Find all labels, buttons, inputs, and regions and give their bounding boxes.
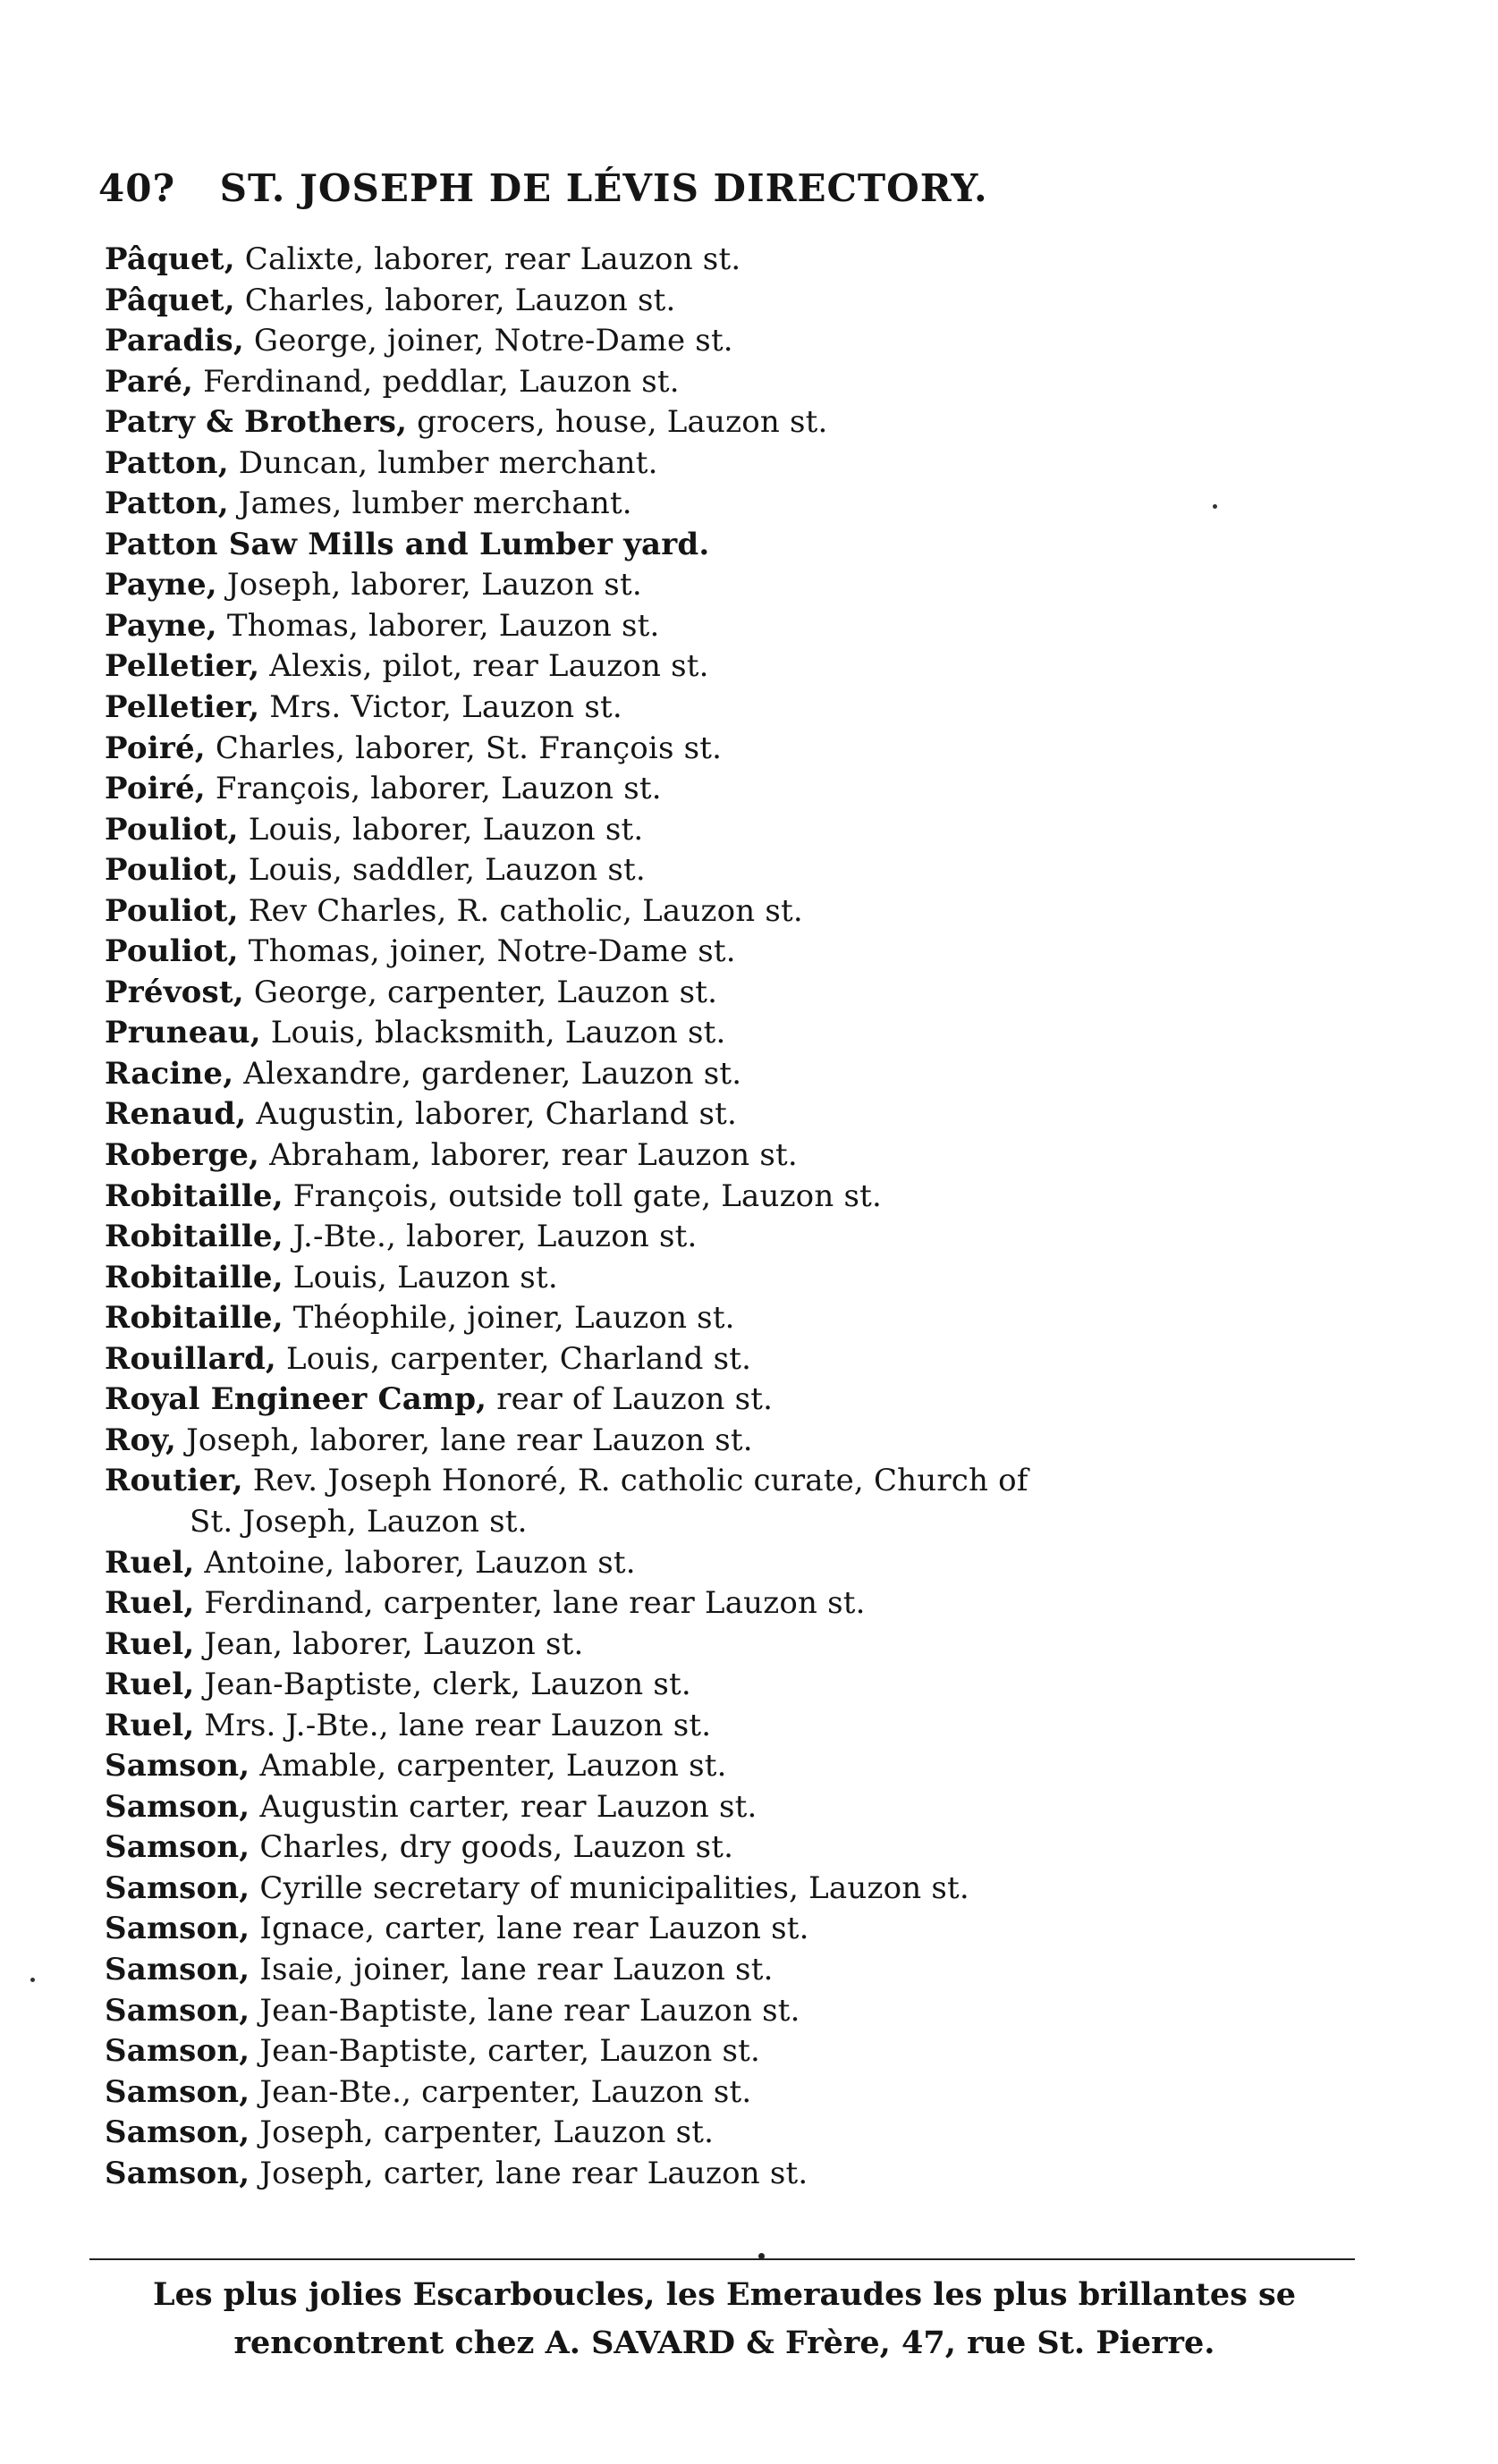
- footer-rule-dot: [758, 2253, 765, 2259]
- stray-mark: [30, 1978, 35, 1982]
- advertisement-line-1: Les plus jolies Escarboucles, les Emeraudes les plus brillantes se: [152, 2276, 1297, 2313]
- directory-entries: [105, 240, 1348, 2194]
- entry-name: Patton,: [105, 444, 229, 481]
- entry-details: Louis, carpenter, Charland st.: [275, 1340, 752, 1377]
- entry-details: Abraham, laborer, rear Lauzon st.: [259, 1137, 798, 1174]
- entry-details: Ferdinand, peddlar, Lauzon st.: [193, 363, 680, 400]
- directory-entry: [105, 688, 1348, 729]
- entry-details: Charles, dry goods, Lauzon st.: [250, 1829, 734, 1866]
- directory-entry: [105, 484, 1348, 525]
- entry-name: Samson,: [105, 2155, 250, 2191]
- entry-continuation: St. Joseph, Lauzon st.: [190, 1503, 528, 1540]
- entry-details: rear of Lauzon st.: [487, 1381, 774, 1418]
- entry-name: Robitaille,: [105, 1300, 284, 1337]
- directory-entry: [105, 2154, 1348, 2195]
- entry-details: Antoine, laborer, Lauzon st.: [194, 1544, 636, 1581]
- entry-name: Robitaille,: [105, 1177, 284, 1214]
- entry-details: Ignace, carter, lane rear Lauzon st.: [250, 1911, 809, 1947]
- entry-name: Samson,: [105, 2114, 250, 2151]
- entry-details: Joseph, carter, lane rear Lauzon st.: [250, 2155, 808, 2191]
- entry-details: Rev. Joseph Honoré, R. catholic curate, Church of: [242, 1463, 1028, 1499]
- entry-name: Patton Saw Mills and Lumber yard.: [105, 526, 710, 562]
- directory-entry: [105, 1624, 1348, 1666]
- entry-details: François, outside toll gate, Lauzon st.: [283, 1177, 882, 1214]
- directory-entry: [105, 1991, 1348, 2032]
- directory-entry: [105, 850, 1348, 891]
- directory-entry: [105, 1543, 1348, 1584]
- entry-name: Poiré,: [105, 730, 206, 766]
- entry-details: Jean-Baptiste, carter, Lauzon st.: [250, 2033, 760, 2070]
- entry-name: Pâquet,: [105, 282, 235, 318]
- directory-entry: [105, 443, 1348, 485]
- entry-details: George, carpenter, Lauzon st.: [243, 974, 718, 1010]
- entry-details: Ferdinand, carpenter, lane rear Lauzon st.: [194, 1585, 866, 1622]
- entry-name: Renaud,: [105, 1096, 247, 1133]
- entry-name: Routier,: [105, 1463, 243, 1499]
- directory-entry: [105, 2031, 1348, 2072]
- entry-name: Roy,: [105, 1422, 177, 1458]
- entry-details: George, joiner, Notre-Dame st.: [243, 323, 733, 359]
- entry-details: Amable, carpenter, Lauzon st.: [250, 1748, 727, 1785]
- entry-name: Samson,: [105, 1829, 250, 1866]
- directory-entry: [105, 1665, 1348, 1706]
- entry-name: Paradis,: [105, 323, 244, 359]
- entry-name: Samson,: [105, 1951, 250, 1987]
- entry-name: Samson,: [105, 2033, 250, 2070]
- directory-entry: [105, 1054, 1348, 1095]
- entry-name: Prévost,: [105, 974, 244, 1010]
- entry-name: Samson,: [105, 1748, 250, 1785]
- entry-name: Pouliot,: [105, 933, 239, 970]
- entry-name: Patton,: [105, 485, 229, 522]
- directory-entry: [105, 362, 1348, 403]
- directory-entry: [105, 1746, 1348, 1787]
- entry-details: Théophile, joiner, Lauzon st.: [283, 1300, 735, 1337]
- entry-name: Ruel,: [105, 1625, 195, 1662]
- entry-details: Mrs. Victor, Lauzon st.: [259, 689, 622, 726]
- directory-entry: [105, 565, 1348, 606]
- directory-entry: [105, 1339, 1348, 1380]
- directory-entry: [105, 769, 1348, 810]
- entry-details: J.-Bte., laborer, Lauzon st.: [283, 1219, 698, 1255]
- entry-details: Louis, blacksmith, Lauzon st.: [260, 1015, 726, 1051]
- entry-name: Racine,: [105, 1055, 234, 1092]
- entry-name: Pouliot,: [105, 852, 239, 889]
- directory-entry: [105, 1380, 1348, 1421]
- directory-entry: [105, 1421, 1348, 1462]
- directory-entry: [105, 1869, 1348, 1910]
- entry-details: Joseph, laborer, Lauzon st.: [216, 567, 642, 603]
- entry-name: Robitaille,: [105, 1219, 284, 1255]
- entry-name: Samson,: [105, 1788, 250, 1825]
- entry-name: Pâquet,: [105, 241, 235, 277]
- entry-details: Augustin carter, rear Lauzon st.: [250, 1788, 757, 1825]
- directory-entry: [105, 1909, 1348, 1950]
- page-header: [98, 166, 1350, 210]
- entry-details: Louis, Lauzon st.: [283, 1259, 558, 1295]
- page-title: ST. JOSEPH DE LÉVIS DIRECTORY.: [219, 166, 988, 210]
- directory-entry: [105, 1217, 1348, 1258]
- directory-entry: [105, 1583, 1348, 1624]
- entry-name: Ruel,: [105, 1707, 195, 1743]
- entry-details: Calixte, laborer, rear Lauzon st.: [234, 241, 741, 277]
- entry-name: Patry & Brothers,: [105, 404, 408, 441]
- entry-name: Payne,: [105, 607, 217, 644]
- directory-entry: [105, 1787, 1348, 1828]
- entry-name: Samson,: [105, 1869, 250, 1906]
- directory-entry: [105, 1298, 1348, 1339]
- entry-details: grocers, house, Lauzon st.: [407, 404, 828, 441]
- directory-entry: [105, 1135, 1348, 1177]
- entry-details: James, lumber merchant.: [228, 485, 632, 522]
- entry-details: Jean-Baptiste, clerk, Lauzon st.: [194, 1667, 691, 1703]
- entry-name: Ruel,: [105, 1544, 195, 1581]
- entry-name: Samson,: [105, 2073, 250, 2110]
- entry-name: Rouillard,: [105, 1340, 276, 1377]
- entry-name: Pelletier,: [105, 648, 260, 685]
- directory-entry: [105, 402, 1348, 443]
- entry-details: Joseph, laborer, lane rear Lauzon st.: [176, 1422, 753, 1458]
- directory-entry: [105, 1706, 1348, 1747]
- directory-entry: [105, 729, 1348, 770]
- entry-details: Cyrille secretary of municipalities, Lauzon st.: [250, 1869, 969, 1906]
- entry-name: Robitaille,: [105, 1259, 284, 1295]
- entry-name: Poiré,: [105, 771, 206, 807]
- entry-details: Rev Charles, R. catholic, Lauzon st.: [238, 892, 803, 929]
- entry-details: Duncan, lumber merchant.: [228, 444, 658, 481]
- directory-entry: [105, 891, 1348, 932]
- directory-entry: [105, 321, 1348, 362]
- directory-entry: [105, 240, 1348, 281]
- directory-entry: [105, 973, 1348, 1014]
- directory-entry: [105, 2113, 1348, 2154]
- page-number: 40?: [98, 166, 176, 210]
- entry-name: Royal Engineer Camp,: [105, 1381, 487, 1418]
- entry-details: Jean, laborer, Lauzon st.: [194, 1625, 584, 1662]
- directory-entry: [105, 1258, 1348, 1299]
- directory-entry: [105, 525, 1348, 566]
- entry-name: Ruel,: [105, 1667, 195, 1703]
- directory-entry: [105, 932, 1348, 973]
- entry-details: Augustin, laborer, Charland st.: [246, 1096, 738, 1133]
- directory-entry: [105, 606, 1348, 647]
- entry-details: François, laborer, Lauzon st.: [205, 771, 662, 807]
- entry-details: Thomas, laborer, Lauzon st.: [216, 607, 660, 644]
- entry-name: Payne,: [105, 567, 217, 603]
- entry-details: Alexis, pilot, rear Lauzon st.: [259, 648, 709, 685]
- entry-details: Charles, laborer, Lauzon st.: [234, 282, 676, 318]
- directory-entry: [105, 1094, 1348, 1135]
- entry-details: Isaie, joiner, lane rear Lauzon st.: [250, 1951, 774, 1987]
- directory-entry: [105, 1827, 1348, 1869]
- directory-entry: [105, 2072, 1348, 2114]
- entry-name: Samson,: [105, 1992, 250, 2029]
- entry-name: Pouliot,: [105, 811, 239, 848]
- entry-details: Mrs. J.-Bte., lane rear Lauzon st.: [194, 1707, 712, 1743]
- entry-name: Pouliot,: [105, 892, 239, 929]
- stray-mark: [1213, 504, 1217, 509]
- directory-entry: [105, 281, 1348, 322]
- advertisement-footer: [98, 2271, 1350, 2367]
- entry-name: Paré,: [105, 363, 194, 400]
- directory-entry: [105, 1177, 1348, 1218]
- directory-entry: [105, 1461, 1348, 1542]
- entry-details: Joseph, carpenter, Lauzon st.: [250, 2114, 715, 2151]
- entry-name: Ruel,: [105, 1585, 195, 1622]
- entry-name: Pruneau,: [105, 1015, 261, 1051]
- entry-name: Pelletier,: [105, 689, 260, 726]
- entry-details: Jean-Bte., carpenter, Lauzon st.: [250, 2073, 752, 2110]
- directory-entry: [105, 1013, 1348, 1054]
- directory-entry: [105, 810, 1348, 851]
- entry-details: Charles, laborer, St. François st.: [205, 730, 723, 766]
- entry-details: Louis, saddler, Lauzon st.: [238, 852, 646, 889]
- footer-rule: [89, 2258, 1355, 2260]
- directory-entry: [105, 1950, 1348, 1991]
- entry-details: Jean-Baptiste, lane rear Lauzon st.: [250, 1992, 800, 2029]
- directory-entry: [105, 646, 1348, 688]
- entry-name: Roberge,: [105, 1137, 260, 1174]
- entry-details: Alexandre, gardener, Lauzon st.: [233, 1055, 742, 1092]
- entry-details: Thomas, joiner, Notre-Dame st.: [238, 933, 736, 970]
- entry-name: Samson,: [105, 1911, 250, 1947]
- advertisement-line-2: rencontrent chez A. SAVARD & Frère, 47, rue St. Pierre.: [233, 2325, 1215, 2361]
- entry-details: Louis, laborer, Lauzon st.: [238, 811, 644, 848]
